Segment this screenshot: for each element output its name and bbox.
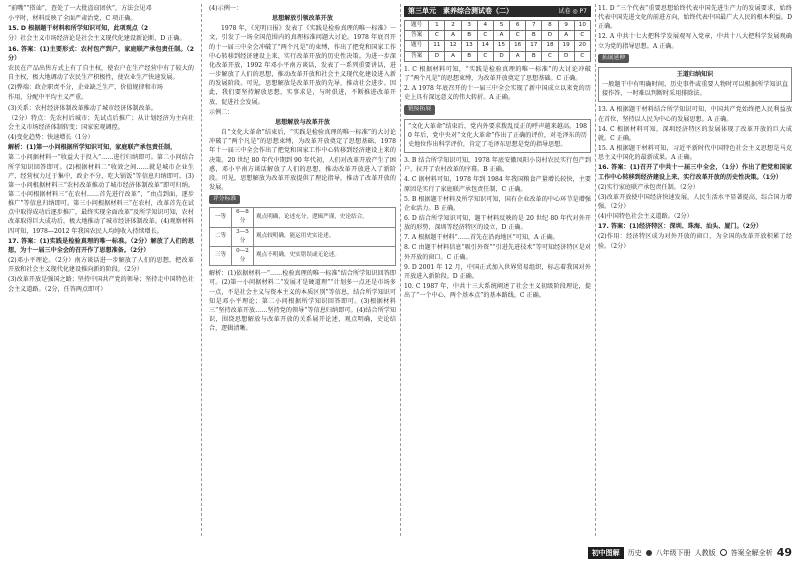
answer-table-cell: A — [445, 51, 461, 61]
answer-table-cell: 18 — [542, 41, 558, 51]
column-divider — [201, 4, 202, 536]
answer-item: 2. A 1978 年底召开的十一届三中全会实现了新中国成立以来党的历史上具有深远意义的伟大转折。A 正确。 — [404, 85, 591, 102]
analysis-text: 解析：(1)依据材料一“……检验真理的唯一标准”结合所学知识回答即可。(2)第一小问据材料二“发展才是硬道理”“计划多一点还是市场多一点，不是社会主义与资本主义的本质区别”等信息，结合所学知识可知是邓小平理论；第二小问根据所学知识回答即可。(3)根据材料三“坚持改革开放……坚持党的领导”等信息归纳即可。(4)结合所学知识，围绕思想解放与改革开放的关系展开论述，观点明确，史论结合，逻辑清晰。 — [209, 270, 396, 333]
unit-header — [404, 6, 591, 17]
criteria-description: 观点不明确，史实错误或无论述。 — [254, 246, 396, 265]
unit-title: 第三单元 素养综合测试卷（二） — [408, 7, 513, 15]
answer-table-cell: C — [429, 31, 445, 41]
answer-table-cell: 1 — [429, 21, 445, 31]
answer-item: (3)改革开放使中国经济快速发展，人民生活水平显著提高，综合国力增强。（2分） — [598, 193, 792, 210]
answer-item: 17. 答案：(1)经济特区：深圳、珠海、汕头、厦门。（2分） — [598, 223, 763, 231]
answer-table-cell: 9 — [558, 21, 574, 31]
answer-table-row — [405, 51, 591, 61]
criteria-row — [210, 246, 396, 265]
extension-tag: 链接拓展 — [404, 105, 435, 114]
paper-reference: 试卷 ◎ P7 — [558, 8, 587, 15]
example-two-label: 示例二： — [209, 108, 234, 116]
answer-item: (4)变化趋势：快速增长（1分） — [8, 134, 94, 142]
answer-table-cell: C — [574, 31, 590, 41]
essay-two-body: 自“文化大革命”结束后，“实践是检验真理的唯一标准”的大讨论冲破了“两个凡是”的思想束缚，为改革开放奠定了思想基础，1978 年十一届三中全会作出了把党和国家工作中心转移到经济建设上来的决策。20 世纪 80 年代中期到 90 年代初，人们对改革开放产生了困惑，邓小平南方谈话解放了人们的思想，推动改革开放进入了新阶段。可见，思想解放为改革开放提供了理论指导，推动了改革开放的发展。 — [209, 129, 396, 191]
answer-table-cell: 17 — [526, 41, 542, 51]
answer-table-cell: 10 — [574, 21, 590, 31]
answer-table-cell: A — [558, 31, 574, 41]
answer-item: 6. D 结合所学知识可知，题干材料反映的是 20 世纪 80 年代对外开放的形势，深圳等经济特区的设立，D 正确。 — [404, 214, 591, 232]
answer-table-cell: D — [493, 51, 509, 61]
answer-table-cell: 答案 — [405, 31, 429, 41]
tips-title: 王道归纳知识 — [676, 70, 714, 78]
answer-item: 4. C 据材料可知，1978 年到 1984 年我国粮食产量增长较快，主要原因是实行了家庭联产承包责任制，C 正确。 — [404, 176, 591, 193]
answer-item: 15. D 根据题干材料和所学知识可知，此项观点（2 — [8, 25, 149, 33]
footer-subject: 历史 — [627, 548, 642, 557]
answer-item: 分）社会主义市场经济论是社会主义现代化建设新论断，D 正确。 — [8, 35, 186, 43]
column-1 — [8, 4, 194, 534]
bullet-icon — [646, 550, 652, 556]
answer-table-cell: 2 — [445, 21, 461, 31]
answer-table-header — [405, 41, 591, 51]
answer-table-cell: D — [542, 31, 558, 41]
criteria-level: 三等 — [210, 246, 232, 265]
answer-table-cell: B — [461, 31, 477, 41]
answer-table-cell: C — [574, 51, 590, 61]
answer-table-cell: 题号 — [405, 41, 429, 51]
answer-table-cell: 5 — [493, 21, 509, 31]
criteria-level: 二等 — [210, 227, 232, 246]
answer-table — [404, 20, 591, 62]
column-2 — [209, 4, 396, 534]
answer-item: 农民在产品出售方式上有了自主权，使农户在生产经营中有了较大的自主权，极大地调动了农民生产积极性，使农业生产快速发展。 — [8, 64, 194, 82]
criteria-row — [210, 208, 396, 227]
answer-table-cell: 题号 — [405, 21, 429, 31]
answer-item: 7. A 根据题干材料“……首先在沿海地区”可知，A 正确。 — [404, 234, 559, 242]
answer-table-cell: B — [526, 31, 542, 41]
answer-table-cell: 7 — [526, 21, 542, 31]
answer-item: 16. 答案：(1)召开了中共十一届三中全会，（1分）作出了把党和国家工作中心转移到经济建设上来、实行改革开放的历史性决策。（1分） — [598, 164, 792, 181]
criteria-points: 0—2 分 — [232, 246, 254, 265]
answer-table-cell: C — [542, 51, 558, 61]
answer-table-cell: 19 — [558, 41, 574, 51]
answer-table-row — [405, 31, 591, 41]
answer-item: (3)关系：农村经济体制改革推动了城市经济体制改革。 — [8, 104, 157, 112]
tips-text: 一般题干中有明确时间、历史事件或重要人物时可以根据所学知识直接作答，一时难以判断时采用排除法。 — [602, 81, 788, 98]
answer-table-cell: 4 — [477, 21, 493, 31]
footer-grade: 八年级下册 — [655, 548, 691, 557]
answer-table-cell: A — [445, 31, 461, 41]
answer-item: 14. C 根据材料可知，深圳经济特区的发展体现了改革开放的巨大成就。C 正确。 — [598, 125, 792, 142]
answer-item: 小平时，材料反映了全面严肃治党，C 项正确。 — [8, 15, 137, 23]
answer-item: 解析：(1)第一小问根据所学知识可知，家庭联产承包责任制， — [8, 144, 177, 152]
answer-table-cell: 16 — [510, 41, 526, 51]
answer-table-cell: 11 — [429, 41, 445, 51]
answer-item: (2)实行家庭联产承包责任制。（2分） — [598, 183, 699, 191]
column-divider — [595, 4, 596, 536]
answer-item: (2)弊端：政企职责不分，企业缺乏生产、价值规律和市场 — [8, 84, 163, 92]
essay-one-body: 1978 年，《光明日报》发表了《实践是检验真理的唯一标准》一文，引发了一场全国范围内的真理标准问题大讨论。1978 年底召开的十一届三中全会冲破了“两个凡是”的束缚，作出了把党和国家工作中心转移到经济建设上来、实行改革开放的历史性决策。为进一步深化改革开放，1992 年邓小平南方谈话，发表了一系列重要讲话，进一步解放了人们的思想，推动改革开放和社会主义现代化建设进入新的发展阶段。可见，思想解放是改革开放的先导，推动社会进步。因此，我们要坚持解放思想，实事求是，与时俱进，不断推进改革开放，促进社会发展。 — [209, 25, 396, 106]
answer-table-cell: 3 — [461, 21, 477, 31]
answer-item: 9. D 2001 年 12 月，中国正式加入世界贸易组织，标志着我国对外开放进入新阶段。D 正确。 — [404, 263, 591, 280]
criteria-points: 6—8 分 — [232, 208, 254, 227]
answer-table-cell: B — [526, 51, 542, 61]
tips-box — [598, 67, 792, 102]
footer-edition: 人教版 — [694, 548, 716, 557]
answer-item: (4)中国特色社会主义道路。（2分） — [598, 213, 693, 221]
answer-table-cell: 15 — [493, 41, 509, 51]
answer-item: （2分）特点：先农村后城市；先试点后推广；从计划经济为主向社会主义市场经济体制转变；国家宏观调控。 — [8, 114, 194, 131]
answer-item: 16. 答案：(1)主要形式：农村包产到户，家庭联产承包责任制。（2分） — [8, 45, 194, 62]
answer-table-cell: B — [461, 51, 477, 61]
answer-table-cell: 6 — [510, 21, 526, 31]
criteria-description: 观点明确，论述充分，逻辑严谨，史论结合。 — [254, 208, 396, 227]
answer-table-cell: C — [477, 51, 493, 61]
page-number: 49 — [776, 546, 792, 559]
extension-box — [404, 119, 591, 153]
answer-item: 15. A 根据题干材料可知，习近平新时代中国特色社会主义思想是马克思主义中国化的最新成果。A 正确。 — [598, 145, 792, 162]
footer-bar — [588, 546, 792, 559]
answer-item: 5. B 根据题干材料及所学知识可知，国有企业改革的中心环节是增强企业活力。B 正确。 — [404, 195, 591, 212]
answer-table-cell: 答案 — [405, 51, 429, 61]
footer-part: 答案全解全析 — [730, 548, 773, 557]
answer-table-cell: D — [558, 51, 574, 61]
essay-one-title: 思想解放引领改革开放 — [272, 15, 333, 23]
answer-item: 10. C 1987 年，中共十三大系统阐述了社会主义初级阶段理论，提出了“一个中心、两个基本点”的基本路线。C 正确。 — [404, 283, 591, 300]
brand-logo: 初中图解 — [588, 547, 624, 559]
answer-item: (3)改革开放是强国之路；坚持中国共产党的领导；坚持走中国特色社会主义道路。（2分，任答两点即可） — [8, 276, 194, 293]
answer-item: (2)邓小平理论。（2分）南方谈话进一步解放了人们的思想，把改革开放和社会主义现代化建设推向新的阶段。（2分） — [8, 257, 194, 274]
column-3 — [404, 4, 591, 534]
answer-table-cell: C — [510, 31, 526, 41]
answer-item: 第二小问据材料一“收益大于投入”……进行归纳即可。第二小问结合所学知识回答即可。(2)根据材料二“收效之间……就是城市企业生产、经营权力过于集中，政企不分，吃大锅饭”等信息归纳即可。(3)第一小问根据材料三“农村改革推动了城市经济体制改革”即可归纳。第二小问根据材料三“在农村……首先进行改革”，“由点到面，逐步推广”等信息归纳即可。第三小问根据材料三“在农村，改革首先在试点中取得成功后逐步推广，最终实现全面改革”及所学知识可知，农村改革取得巨大成功后，极大地推动了城市经济体制改革。(4)观察材料四可知，1978—2012 年我国农民人均纯收入持续增长。 — [8, 154, 194, 235]
answer-table-cell: A — [510, 51, 526, 61]
answer-item: 3. B 结合所学知识可知，1978 年底安徽凤阳小岗村农民实行包产到户，拉开了农村改革的序幕。B 正确。 — [404, 157, 591, 174]
circle-icon — [720, 549, 727, 556]
answer-item: 作用，分配中平均主义严重。 — [8, 94, 88, 102]
answer-table-cell: 8 — [542, 21, 558, 31]
answer-table-cell: C — [477, 31, 493, 41]
criteria-description: 观点较明确，能运用史实论述。 — [254, 227, 396, 246]
example-one-label: (4)示例一： — [209, 5, 243, 12]
answer-item: 12. A 中共十七大把科学发展观写入党章，中共十八大把科学发展观确立为党的指导思想。A 正确。 — [598, 33, 792, 50]
tips-tag: 拓展延伸 — [598, 54, 629, 63]
answer-item: 1. C 根据材料可知，“实践是检验真理的唯一标准”的大讨论冲破了“两个凡是”的思想束缚，为改革开放奠定了思想基础。C 正确。 — [404, 65, 591, 82]
answer-table-cell: 13 — [461, 41, 477, 51]
essay-two-title: 思想解放与改革开放 — [275, 118, 330, 126]
criteria-points: 3—5 分 — [232, 227, 254, 246]
column-4 — [598, 4, 792, 534]
answer-item: “前嘴”“搭讪”，查处了一大批盗窃团伙”，方法会见邓 — [8, 5, 152, 12]
criteria-level: 一等 — [210, 208, 232, 227]
answer-table-cell: D — [429, 51, 445, 61]
criteria-row — [210, 227, 396, 246]
answer-item: 11. D “三个代表”重要思想始终代表中国先进生产力的发展要求，始终代表中国先进文化的前进方向，始终代表中国最广大人民的根本利益。D 正确。 — [598, 5, 792, 31]
column-divider — [400, 4, 401, 536]
answer-table-header — [405, 21, 591, 31]
page-footer — [0, 544, 800, 566]
answer-item: 17. 答案：(1)实践是检验真理的唯一标准。（2分）解放了人们的思想，为十一届三中全会的召开作了思想准备。（2分） — [8, 237, 194, 254]
answer-table-cell: 14 — [477, 41, 493, 51]
answer-table-cell: A — [493, 31, 509, 41]
answer-item: (2)作用：经济特区成为对外开放的窗口，为全国的改革开放积累了经验。（2分） — [598, 233, 792, 250]
answer-item: 13. A 根据题干材料结合所学知识可知，中国共产党始终把人民利益放在首位，坚持以人民为中心的发展思想。A 正确。 — [598, 106, 792, 123]
scoring-criteria-table — [209, 207, 396, 266]
answer-item: 8. C 由题干材料信息“吸引外资”“引进先进技术”等可知经济特区是对外开放的窗口。C 正确。 — [404, 244, 591, 261]
answer-table-cell: 12 — [445, 41, 461, 51]
extension-text: “文化大革命”结束后，党内外要求拨乱反正的呼声越来越高。1980 年后，党中央对“文化大革命”作出了正确的评价，对毛泽东的历史地位作出科学评价，肯定了毛泽东思想是党的指导思想。 — [408, 122, 587, 148]
answer-table-cell: 20 — [574, 41, 590, 51]
scoring-criteria-tag: 评分标准 — [209, 195, 240, 204]
